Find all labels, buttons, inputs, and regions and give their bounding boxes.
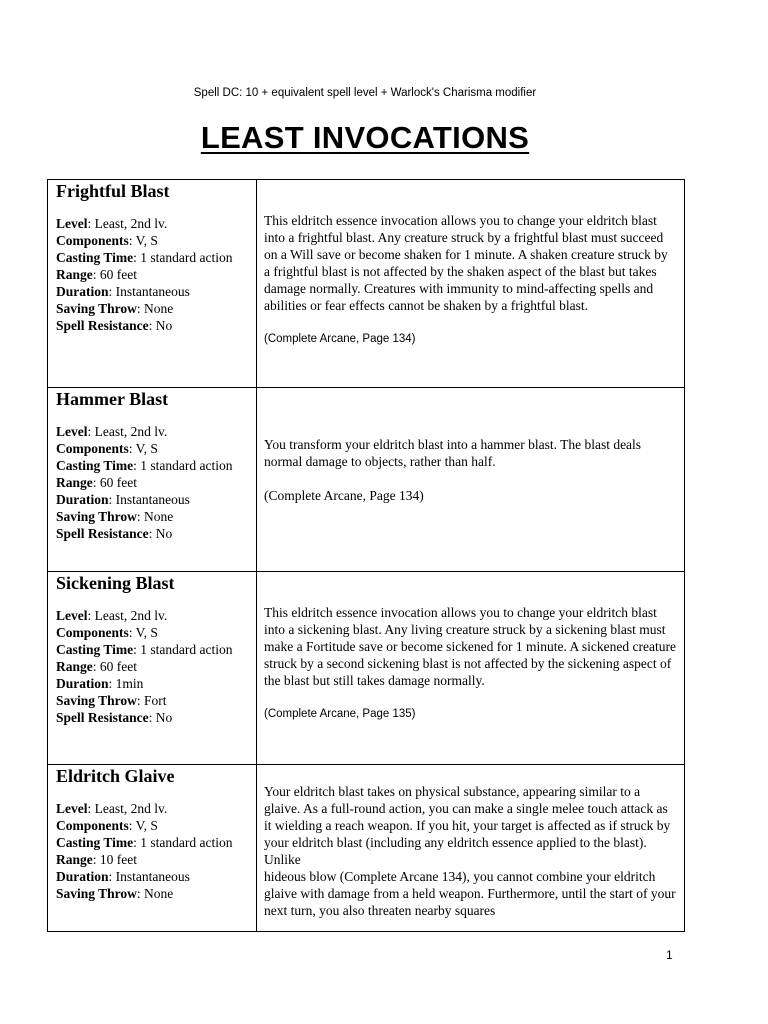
spell-name: Eldritch Glaive bbox=[56, 766, 175, 786]
spell-source: (Complete Arcane, Page 134) bbox=[264, 333, 416, 345]
stat-spell-resistance: Spell Resistance: No bbox=[56, 318, 173, 333]
spell-description-cell bbox=[257, 572, 685, 765]
stat-duration: Duration: Instantaneous bbox=[56, 869, 190, 884]
stat-range: Range: 60 feet bbox=[56, 475, 137, 490]
stat-range: Range: 60 feet bbox=[56, 659, 137, 674]
spell-description: This eldritch essence invocation allows you to change your eldritch blast into a frightful blast. Any creature struck by a frightful blast must succeed on a Will save or become shaken for 1 minute. A shaken creature struck by a frightful blast is not affected by the shaken aspect of the blast but takes damage normally. Creatures with immunity to mind-affecting spells and abilities or fear effects cannot be shaken by a frightful blast. bbox=[264, 213, 668, 313]
stat-components: Components: V, S bbox=[56, 625, 158, 640]
table-row bbox=[48, 572, 685, 765]
stat-casting-time: Casting Time: 1 standard action bbox=[56, 835, 233, 850]
stat-components: Components: V, S bbox=[56, 233, 158, 248]
spell-dc-formula: Spell DC: 10 + equivalent spell level + Warlock's Charisma modifier bbox=[193, 87, 537, 99]
stat-range: Range: 60 feet bbox=[56, 267, 137, 282]
stat-duration: Duration: 1min bbox=[56, 676, 144, 691]
stat-saving-throw: Saving Throw: None bbox=[56, 301, 174, 316]
stat-level: Level: Least, 2nd lv. bbox=[56, 608, 168, 623]
page-number: 1 bbox=[666, 948, 673, 962]
spell-table bbox=[47, 179, 685, 932]
stat-level: Level: Least, 2nd lv. bbox=[56, 424, 168, 439]
spell-stats-cell bbox=[48, 572, 257, 765]
stat-components: Components: V, S bbox=[56, 818, 158, 833]
page-title: LEAST INVOCATIONS bbox=[200, 120, 530, 155]
spell-description: This eldritch essence invocation allows you to change your eldritch blast into a sickening blast. Any living creature struck by a sickening blast must make a Fortitude save or become sickened for 1 minute. A sickened creature struck by a second sickening blast is not affected by the sickening aspect of the blast but still takes damage normally. bbox=[264, 605, 676, 688]
stat-duration: Duration: Instantaneous bbox=[56, 284, 190, 299]
stat-duration: Duration: Instantaneous bbox=[56, 492, 190, 507]
stat-spell-resistance: Spell Resistance: No bbox=[56, 526, 173, 541]
stat-level: Level: Least, 2nd lv. bbox=[56, 801, 168, 816]
spell-description-cell bbox=[257, 388, 685, 572]
spell-name: Hammer Blast bbox=[56, 389, 169, 409]
spell-stats-cell bbox=[48, 388, 257, 572]
spell-name: Frightful Blast bbox=[56, 181, 170, 201]
stat-saving-throw: Saving Throw: None bbox=[56, 509, 174, 524]
spell-description-cell bbox=[257, 765, 685, 932]
table-row bbox=[48, 180, 685, 388]
spell-description: Your eldritch blast takes on physical substance, appearing similar to a glaive. As a full-round action, you can make a single melee touch attack as it wielding a reach weapon. If you hit, your target is affected as if struck by your eldritch blast (including any eldritch essence applied to the blast). Unlike hideous blow (Complete Arcane 134), you cannot combine your eldritch glaive with damage from a held weapon. Furthermore, until the start of your next turn, you also threaten nearby squares bbox=[264, 784, 676, 918]
spell-source: (Complete Arcane, Page 134) bbox=[264, 488, 424, 503]
spell-stats-cell bbox=[48, 765, 257, 932]
stat-casting-time: Casting Time: 1 standard action bbox=[56, 250, 233, 265]
stat-range: Range: 10 feet bbox=[56, 852, 137, 867]
stat-casting-time: Casting Time: 1 standard action bbox=[56, 642, 233, 657]
spell-description: You transform your eldritch blast into a hammer blast. The blast deals normal damage to objects, rather than half. bbox=[264, 437, 642, 469]
table-row bbox=[48, 388, 685, 572]
stat-saving-throw: Saving Throw: None bbox=[56, 886, 174, 901]
stat-spell-resistance: Spell Resistance: No bbox=[56, 710, 173, 725]
stat-casting-time: Casting Time: 1 standard action bbox=[56, 458, 233, 473]
stat-components: Components: V, S bbox=[56, 441, 158, 456]
spell-description-cell bbox=[257, 180, 685, 388]
spell-stats-cell bbox=[48, 180, 257, 388]
spell-source: (Complete Arcane, Page 135) bbox=[264, 708, 416, 720]
stat-level: Level: Least, 2nd lv. bbox=[56, 216, 168, 231]
stat-saving-throw: Saving Throw: Fort bbox=[56, 693, 167, 708]
spell-name: Sickening Blast bbox=[56, 573, 175, 593]
table-row bbox=[48, 765, 685, 932]
